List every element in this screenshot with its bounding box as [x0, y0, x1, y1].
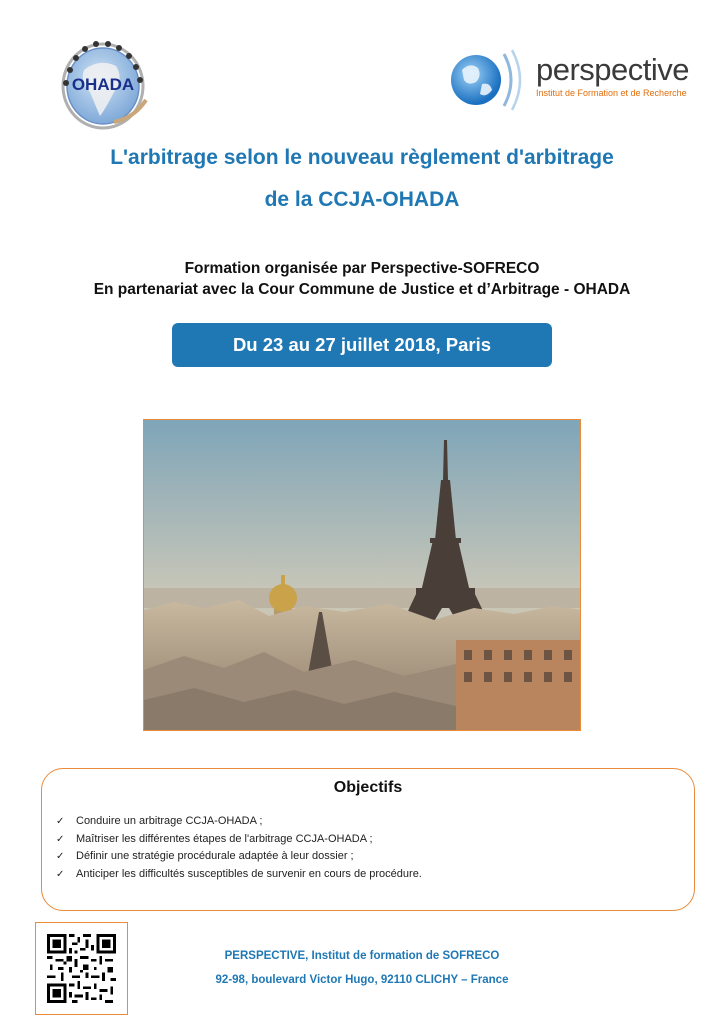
paris-skyline-photo [143, 419, 581, 731]
document-title-line-1: L'arbitrage selon le nouveau règlement d'arbitrage [110, 146, 614, 169]
date-banner: Du 23 au 27 juillet 2018, Paris [172, 323, 552, 367]
check-icon: ✓ [56, 833, 65, 845]
qr-code-icon [47, 934, 116, 1003]
list-item [56, 848, 422, 866]
ohada-globe-icon [54, 30, 152, 134]
objective-text: Maîtriser les différentes étapes de l'arbitrage CCJA-OHADA ; [76, 832, 373, 845]
perspective-logo-word: perspective [536, 52, 690, 87]
objectives-list [56, 813, 422, 883]
partnership-line: En partenariat avec la Cour Commune de Justice et d’Arbitrage - OHADA [93, 281, 631, 298]
objective-text: Définir une stratégie procédurale adaptée à leur dossier ; [76, 850, 354, 862]
list-item [56, 866, 422, 884]
objective-text: Conduire un arbitrage CCJA-OHADA ; [76, 815, 263, 827]
organiser-line: Formation organisée par Perspective-SOFRECO [184, 260, 540, 277]
objectives-heading: Objectifs [333, 779, 403, 796]
footer-address: 92-98, boulevard Victor Hugo, 92110 CLICHY – France [215, 974, 509, 986]
document-title-line-2: de la CCJA-OHADA [264, 188, 460, 211]
ohada-logo-text: OHADA [71, 75, 135, 94]
list-item [56, 813, 422, 831]
objectives-panel [41, 768, 695, 911]
eiffel-tower-illustration [144, 420, 581, 731]
objective-text: Anticiper les difficultés susceptibles de survenir en cours de procédure. [76, 867, 422, 880]
check-icon: ✓ [56, 816, 65, 827]
ohada-logo [54, 30, 152, 134]
list-item [56, 831, 422, 849]
check-icon: ✓ [56, 868, 65, 880]
qr-code-frame [35, 922, 128, 1015]
perspective-globe-icon [448, 44, 534, 116]
footer-institute-name: PERSPECTIVE, Institut de formation de SOFRECO [224, 950, 500, 962]
check-icon: ✓ [56, 851, 65, 862]
perspective-logo-tagline: Institut de Formation et de Recherche [536, 88, 687, 98]
perspective-logo [448, 44, 698, 116]
